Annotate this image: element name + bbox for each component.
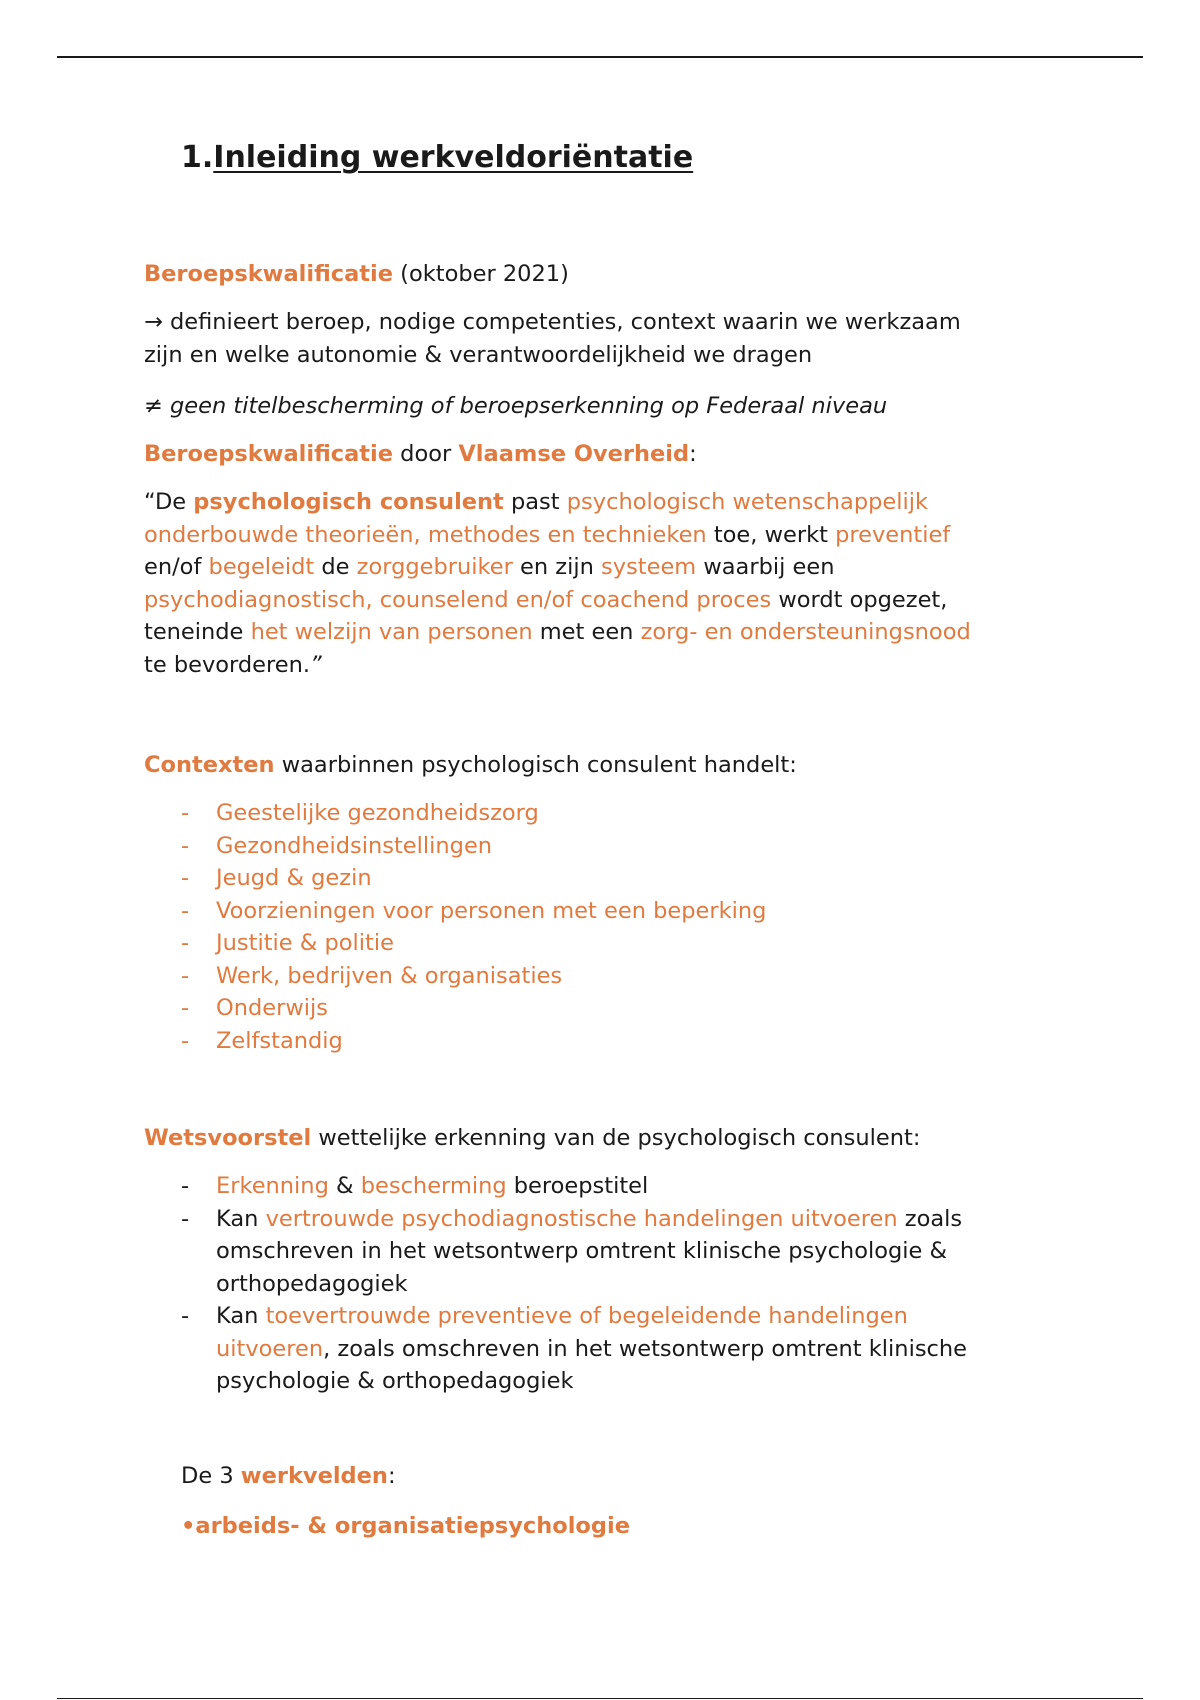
wetsvoorstel-rest: wettelijke erkenning van de psychologisch consulent:: [311, 1125, 921, 1151]
definition-line-2: zijn en welke autonomie & verantwoordelijkheid we dragen: [144, 341, 813, 368]
first-field-item: •arbeids- & organisatiepsychologie: [181, 1513, 630, 1539]
q3e: en zijn: [512, 554, 602, 580]
q5a: teneinde: [144, 619, 251, 645]
werkvelden-colon: :: [387, 1463, 396, 1489]
quote-line-4: [144, 584, 971, 617]
q5c: met een: [532, 619, 641, 645]
q1b: psychologisch consulent: [193, 489, 504, 515]
dash: -: [181, 897, 190, 924]
context-item-text: Onderwijs: [216, 995, 328, 1021]
w2d: omschreven in het wetsontwerp omtrent klinische psychologie &: [216, 1238, 948, 1264]
dash: -: [181, 1173, 190, 1199]
list-item: [181, 830, 766, 863]
header-rule: [57, 56, 1143, 58]
context-item-text: Voorzieningen voor personen met een beperking: [216, 897, 767, 924]
w1b: &: [328, 1173, 361, 1199]
quote-line-2: [144, 519, 971, 552]
dash: -: [181, 865, 190, 891]
definition-line-1: → definieert beroep, nodige competenties, context waarin we werkzaam: [144, 309, 961, 335]
term-beroepskwalificatie-2: Beroepskwalificatie: [144, 441, 394, 467]
w3e: psychologie & orthopedagogiek: [216, 1368, 574, 1394]
list-item: [181, 895, 766, 928]
vlaamse-overheid-line: [144, 438, 697, 471]
dash: -: [181, 1027, 190, 1054]
term-wetsvoorstel: Wetsvoorstel: [144, 1125, 312, 1151]
context-item-text: Gezondheidsinstellingen: [216, 832, 493, 859]
q3a: en/of: [144, 554, 209, 580]
door-text: door: [393, 441, 459, 467]
list-item: [181, 797, 766, 830]
note-line: ≠ geen titelbescherming of beroepserkenning op Federaal niveau: [144, 393, 888, 419]
q1c: past: [503, 489, 567, 515]
q3d: zorggebruiker: [356, 554, 513, 580]
werkvelden-prefix: De 3: [181, 1463, 241, 1489]
q6b: ”: [310, 651, 322, 678]
w3c: uitvoeren: [216, 1335, 324, 1362]
q4b: wordt opgezet,: [771, 586, 948, 613]
context-item-text: Zelfstandig: [216, 1027, 343, 1054]
q3b: begeleidt: [208, 554, 315, 580]
quote-line-5: [144, 616, 971, 649]
context-item-text: Geestelijke gezondheidszorg: [216, 800, 539, 826]
context-item-text: Justitie & politie: [216, 930, 394, 956]
w1a: Erkenning: [216, 1173, 329, 1199]
contexten-list: [181, 797, 766, 1057]
q1a: “De: [144, 489, 194, 515]
list-item: [181, 960, 766, 993]
dash: -: [181, 1205, 190, 1232]
w3d: , zoals omschreven in het wetsontwerp omtrent klinische: [323, 1335, 968, 1362]
q2b: toe, werkt: [706, 521, 836, 548]
q3c: de: [314, 554, 357, 580]
list-item: [181, 1170, 967, 1203]
term-beroepskwalificatie: Beroepskwalificatie: [144, 261, 394, 287]
w2e: orthopedagogiek: [216, 1270, 408, 1297]
quote-line-6: [144, 649, 971, 682]
list-item: [181, 1025, 766, 1058]
dash: -: [181, 962, 190, 989]
list-item: [181, 1300, 967, 1398]
page-title: [181, 140, 693, 176]
footer-rule: [57, 1698, 1143, 1699]
quote-paragraph: [144, 486, 971, 681]
q2c: preventief: [835, 521, 951, 548]
dash: -: [181, 930, 190, 956]
title-text: Inleiding werkveldoriëntatie: [213, 140, 694, 175]
context-item-text: Jeugd & gezin: [216, 865, 372, 891]
quote-line-3: [144, 551, 971, 584]
context-item-text: Werk, bedrijven & organisaties: [216, 962, 563, 989]
q5b: het welzijn van personen: [250, 619, 533, 645]
q3g: waarbij een: [696, 554, 835, 580]
werkvelden-heading: [181, 1460, 396, 1493]
q3f: systeem: [601, 554, 697, 580]
dash: -: [181, 832, 190, 859]
w3a: Kan: [216, 1303, 266, 1329]
title-number: 1.: [181, 140, 214, 175]
colon: :: [689, 441, 697, 467]
q1d: psychologisch wetenschappelijk: [566, 489, 929, 515]
w2a: Kan: [216, 1205, 266, 1232]
list-item: [181, 862, 766, 895]
date-text: (oktober 2021): [393, 261, 569, 287]
w3b: toevertrouwde preventieve of begeleidende handelingen: [265, 1303, 908, 1329]
term-werkvelden: werkvelden: [240, 1463, 388, 1489]
contexten-rest: waarbinnen psychologisch consulent handelt:: [274, 752, 797, 778]
list-item: [181, 1203, 967, 1301]
list-item: [181, 992, 766, 1025]
dash: -: [181, 995, 190, 1021]
definition-paragraph: [144, 306, 961, 371]
q5d: zorg- en ondersteuningsnood: [640, 619, 971, 645]
beroepskwalificatie-heading: [144, 258, 569, 291]
wetsvoorstel-list: [181, 1170, 967, 1398]
dash: -: [181, 800, 190, 826]
list-item: [181, 927, 766, 960]
quote-line-1: [144, 486, 971, 519]
q6a: te bevorderen.: [144, 651, 311, 678]
w1d: beroepstitel: [506, 1173, 649, 1199]
w1c: bescherming: [360, 1173, 507, 1199]
q4a: psychodiagnostisch, counselend en/of coachend proces: [144, 586, 772, 613]
w2b: vertrouwde psychodiagnostische handelingen uitvoeren: [265, 1205, 898, 1232]
wetsvoorstel-heading: [144, 1122, 920, 1155]
q2a: onderbouwde theorieën, methodes en technieken: [144, 521, 707, 548]
dash: -: [181, 1303, 190, 1329]
term-vlaamse-overheid: Vlaamse Overheid: [458, 441, 690, 467]
contexten-heading: [144, 749, 797, 782]
term-contexten: Contexten: [144, 752, 275, 778]
w2c: zoals: [897, 1205, 963, 1232]
